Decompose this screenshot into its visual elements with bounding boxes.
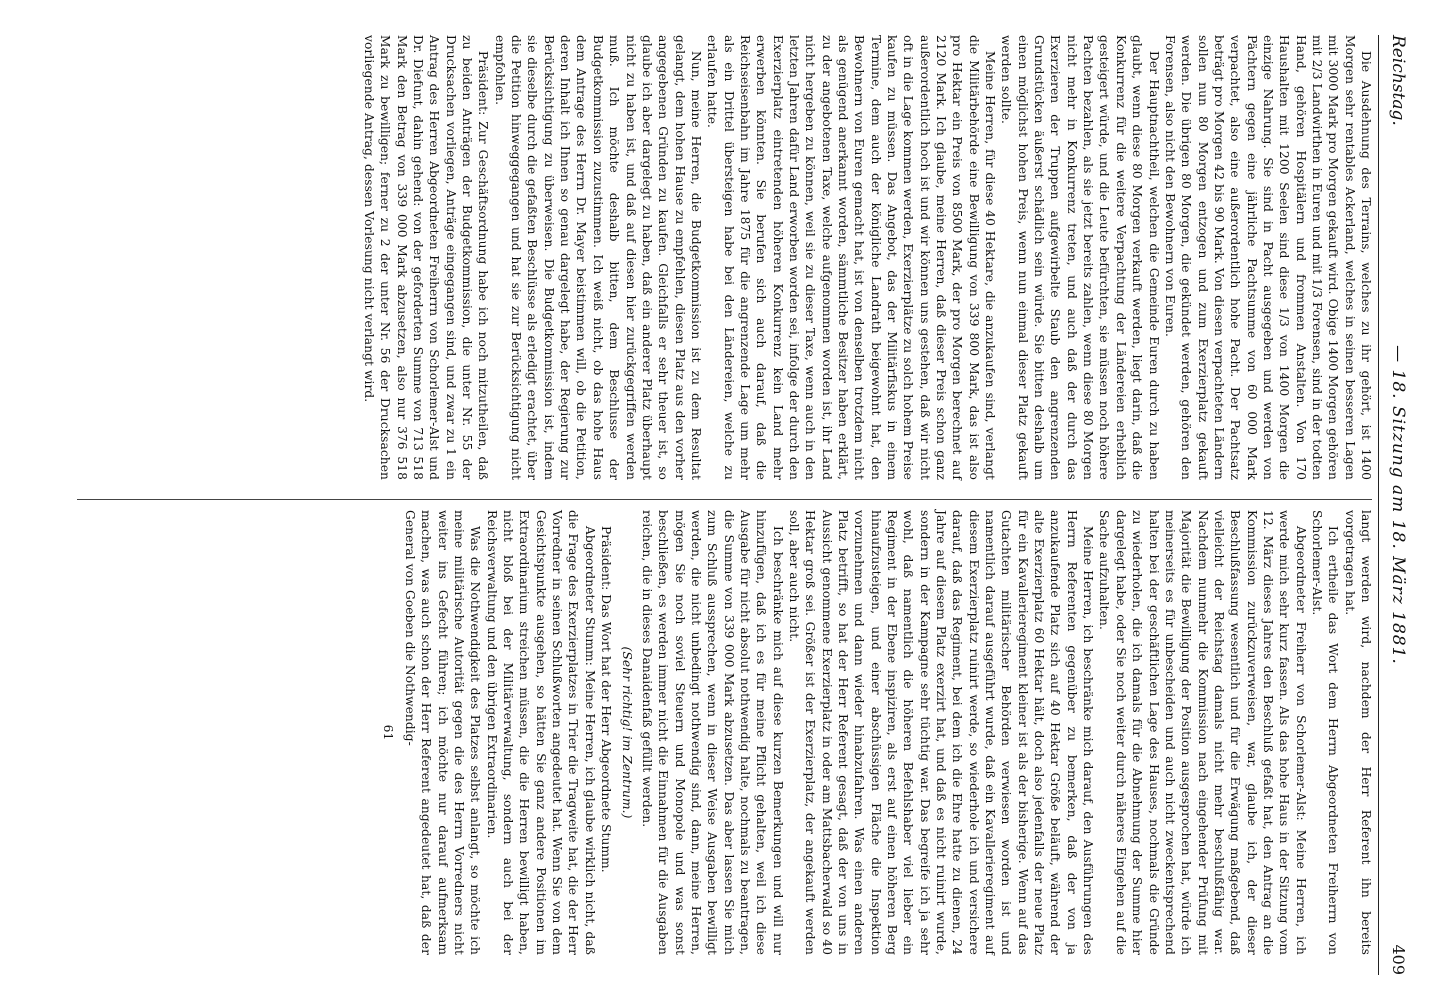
right-paragraph: Abgeordneter Stumm: Meine Herren, ich glaube wirklich nicht, daß die Frage des Exerzierplatzes in Trier die Tragweite hat, die der Herr Vorredner in seinen Schlußworten angedeutet hat. Wenn Sie von dem Gesichtspunkte ausgehen, so hätten Sie ganz andere Positionen im Extraordinarium streichen müssen, die die Herren bewilligt haben, nicht bloß bei der Militärverwaltung, sondern auch bei der Reichsverwaltung und den übrigen Extraordinarien. [484, 510, 597, 955]
right-paragraph: Abgeordneter Freiherr von Schorlemer-Alst: Meine Herren, ich werde mich sehr kurz fassen. Als das hohe Haus in der Sitzung vom 12. März dieses Jahres den Beschluß gefaßt hat, den Antrag an die Kommission zurückzuverweisen, war, glaube ich, der dieser Beschlußfassung wesentlich und für die Erwägung maßgebend, daß vielleicht der Reichstag damals nicht mehr beschlußfähig war. Nachdem nunmehr die Kommission nach eingehender Prüfung mit Majorität die Bewilligung der Position ausgesprochen hat, würde ich meinerseits es für unbescheiden und auch nicht zweckentsprechend halten bei der geschäftlichen Lage des Hauses, nochmals die Gründe zu wiederholen, die ich damals für die Abnehmung der Summe hier dargelegt habe, oder Sie noch weiter durch näheres Eingehen auf die Sache aufzuhalten. [1097, 510, 1308, 955]
digitization-credit [1414, 0, 1432, 1000]
right-paragraph: Meine Herren, ich beschränke mich darauf, den Ausführungen des Herrn Referenten gegenüber zu bemerken, daß der von ja anzukaufende Platz sich auf 40 Hektar Größe beläuft, während der alte Exerzierplatz 60 Hektar hält, doch also jedenfalls der neue Platz für ein Kavallerieregiment kleiner ist als der bisherige. Wenn auf das Gutachten militärischer Behörden verwiesen worden ist und namentlich darauf ausgeführt wurde, daß ein Kavallerieregiment auf diesem Exerzierplatz ruinirt werde, so wiederhole ich und versichere darauf, daß das Regiment, bei dem ich die Ehre hatte zu dienen, 24 Jahre auf diesem Platz exerzirt hat, und daß es nicht ruinirt wurde, sondern in der Kampagne sehr tüchtig war. Das begreife ich ja sehr wohl, daß namentlich die höheren Befehlshaber viel lieber ein Regiment in der Ebene inspiziren, als erst auf einen höheren Berg hinaufzusteigen, und einer abschüssigen Fläche die Inspektion vorzunehmen und dann wieder hinabzufahren. Was einen anderen Platz betrifft, so hat der Herr Referent gesagt, daß der von uns in Aussicht genommene Exerzierplatz in oder am Mattsbacherwald so 40 Hektar groß sei. Größer ist der Exerzierplatz, der angekauft werden soll, aber auch nicht. [786, 510, 1096, 955]
left-paragraph: Nun, meine Herren, die Budgetkommission ist zu dem Resultat gelangt, dem hohen Hause zu empfehlen, diesen Platz aus den vorher angegebenen Gründen zu kaufen. Gleichfalls er sehr theuer ist, so glaube ich aber dargelegt zu haben, daß ein anderer Platz überhaupt nicht zu haben ist, und daß auf diesen hier zurückgegriffen werden muß. Ich möchte deshalb bitten, dem Beschlusse der Budgetkommission zuzustimmen. Ich weiß nicht, ob das hohe Haus dem Antrage des Herrn Dr. Mayer beistimmen will, ob die Petition, deren Inhalt ich Ihnen so genau dargelegt habe, der Regierung zur Berücksichtigung zu überweisen. Die Budgetkommission ist, indem sie dieselbe durch die gefaßten Beschlüsse als erledigt erachtet, über die Petition hinweggegangen und hat sie zur Berücksichtigung nicht empfohlen. [492, 35, 703, 480]
left-column [134, 35, 1374, 480]
left-paragraph: Die Ausdehnung des Terrains, welches zu ihr gehört, ist 1400 Morgen sehr rentables Ackerland, welches in seinen besseren Lagen mit 3000 Mark pro Morgen gekauft wird. Obige 1400 Morgen gehören mit 2/3 Landwirthen in Euren und mit 1/3 Forensen, sind in der todten Hand, gehören Hospitälern und frommen Anstalten. Von 170 Haushalten mit 1200 Seelen sind diese 1/3 von 1400 Morgen die einzige Nahrung. Sie sind in Pacht ausgegeben und werden von Pächtern gegen eine jährliche Pachtsumme von 60 000 Mark verpachtet, also eine außerordentlich hohe Pacht. Der Pachtsatz beträgt pro Morgen 42 bis 90 Mark. Von diesen verpachteten Ländern sollen nun 80 Morgen entzogen und zum Exerzierplatz gekauft werden. Die übrigen 80 Morgen, die gekündet werden, gehören den Forensen, also nicht den Bewohnern von Euren. [1162, 35, 1373, 481]
header-title: Reichstag. [1388, 35, 1408, 126]
right-paragraph: Was die Nothwendigkeit des Platzes selbst anlangt, so möchte ich meine militärische Autorität gegen die des Herrn Vorredners nicht weiter ins Gefecht führen; ich möchte nur darauf aufmerksam machen, was auch schon der Herr Referent angedeutet hat, daß der General von Goeben die Nothwendig- [403, 510, 483, 955]
left-paragraph: Präsident: Zur Geschäftsordnung habe ich noch mitzutheilen, daß zu beiden Anträgen der Budgetkommission, die unter Nr. 55 der Drucksachen vorliegen, Anträge eingegangen sind, und zwar zu 1 ein Antrag des Herren Abgeordneten Freiherrn von Schorlemer-Alst und Dr. Diefunt, dahin gehend: von der geforderten Summe von 713 518 Mark den Betrag von 339 000 Mark abzusetzen, also nur 376 518 Mark zu bewilligen; ferner zu 2 der unter Nr. 56 der Drucksachen vorliegende Antrag, dessen Vorlesung nicht verlangt wird. [362, 35, 491, 480]
right-paragraph: langt werden wird, nachdem der Herr Referent ihn bereits vorgetragen hat. [1342, 510, 1373, 955]
right-paragraph: Ich beschränke mich auf diese kurzen Bemerkungen und will nur hinzufügen, daß ich es für meine Pflicht gehalten, weil ich diese Ausgabe für nicht absolut nothwendig halte, nochmals zu beantragen, die Summe von 339 000 Mark abzusetzen. Das aber lassen Sie mich zum Schluß aussprechen, wenn in dieser Weise Ausgaben bewilligt werden, die nicht unbedingt nothwendig sind, dann, meine Herren, mögen Sie noch soviel Steuern und Monopole und was sonst beschließen, es werden immer nicht die Einnahmen für die Ausgaben reichen, die in dieses Danaidenfaß gefüllt werden. [639, 510, 785, 955]
column-divider [77, 499, 1372, 500]
right-paragraph: Ich ertheile das Wort dem Herrn Abgeordneten Freiherrn von Schorlemer-Alst. [1309, 510, 1341, 955]
left-paragraph: Der Hauptnachtheil, welchen die Gemeinde Euren durch zu haben glaubt, wenn diese 80 Morgen verkauft werden, liegt darin, daß die Konkurrenz für die weitere Verpachtung der Ländereien erheblich gesteigert würde, und die Leute befürchten, sie müssen noch höhere Pachten bezahlen, als sie jetzt bereits zahlen, wenn diese 80 Morgen nicht mehr in Konkurrenz treten, und auch daß der durch das Exerzieren der Truppen aufgewirbelte Staub den angrenzenden Grundstücken äußerst schädlich sein würde. Sie bitten deshalb um einen möglichst hohen Preis, wenn nun einmal dieser Platz gekauft werden sollte. [999, 35, 1161, 480]
page-number: 409 [1389, 944, 1408, 975]
left-paragraph: Meine Herren, für diese 40 Hektare, die anzukaufen sind, verlangt die Militärbehörde eine Bewilligung von 339 800 Mark, das ist also pro Hektar ein Preis von 8500 Mark, der pro Morgen berechnet auf 2120 Mark. Ich glaube, meine Herren, daß dieser Preis schon ganz außerordentlich hoch ist und wir können uns gestehen, daß wir nicht oft in die Lage kommen werden, Exerzierplätze zu solch hohem Preise kaufen zu müssen. Das Angebot, das der Militärfiskus in einem Termine, dem auch der königliche Landrath beigewohnt hat, den Bewohnern von Euren gemacht hat, ist von denselben trotzdem nicht als genügend anerkannt worden, sämmtliche Besitzer haben erklärt, zu der angebotenen Taxe, welche aufgenommen worden ist, ihr Land nicht hergeben zu können, weil sie zu dieser Taxe, wenn auch in den letzten Jahren dafür Land erworben worden sei, infolge der durch den Exerzierplatz eintretenden höheren Konkurrenz kein Land mehr erwerben könnten. Sie berufen sich auch darauf, daß die Reichseisenbahn im Jahre 1875 für die angrenzende Lage um mehr als ein Drittel übersteigen habe bei den Ländereien, welche zu erlaufen hatte. [705, 35, 998, 480]
signature-mark: 61 [380, 724, 395, 741]
header-session: — 18. Sitzung am 18. März 1881. [1388, 345, 1408, 665]
interjection: (Sehr richtig! im Zentrum.) [619, 646, 634, 819]
right-paragraph: Präsident: Das Wort hat der Herr Abgeordnete Stumm. [599, 526, 614, 873]
right-column [74, 510, 1374, 955]
